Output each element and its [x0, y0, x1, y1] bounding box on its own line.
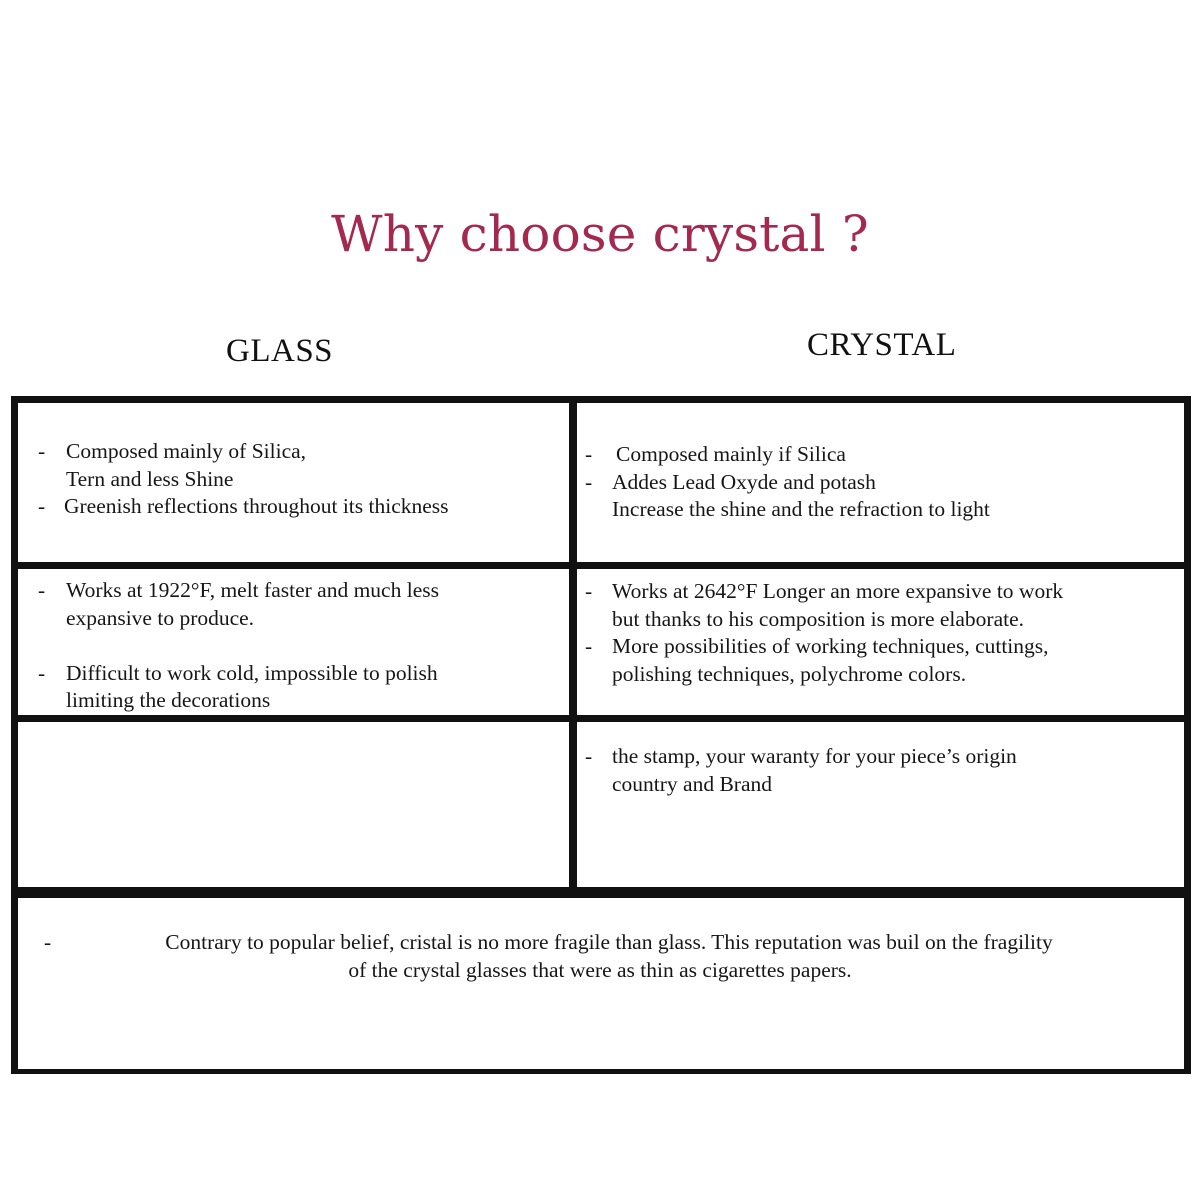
list-item: but thanks to his composition is more elaborate. [612, 606, 1025, 631]
list-item: polishing techniques, polychrome colors. [612, 661, 967, 686]
list-item: Tern and less Shine [66, 466, 234, 491]
column-divider [569, 396, 577, 894]
table-cell-crystal-row-3 [585, 743, 1017, 798]
list-item: - the stamp, your waranty for your piece’s origin [585, 744, 1017, 768]
page-title: Why choose crystal ? [331, 205, 869, 263]
list-item: - Works at 2642°F Longer an more expansive to work [585, 579, 1064, 603]
row-divider [11, 887, 1191, 898]
table-cell-glass-row-1 [38, 438, 449, 521]
list-item: expansive to produce. [66, 605, 255, 630]
list-item: limiting the decorations [66, 688, 271, 712]
table-cell-crystal-row-1 [585, 441, 990, 524]
list-item: Increase the shine and the refraction to light [612, 497, 990, 521]
table-cell-glass-row-2 [38, 577, 439, 715]
footer-note [20, 929, 1180, 984]
list-item: - Composed mainly of Silica, [38, 439, 307, 463]
row-divider [11, 562, 1191, 569]
list-item: - More possibilities of working techniques, cuttings, [585, 634, 1049, 658]
list-item: - Difficult to work cold, impossible to polish [38, 660, 438, 685]
column-header-glass: GLASS [226, 333, 334, 369]
column-header-crystal: CRYSTAL [807, 327, 957, 363]
list-item: - Addes Lead Oxyde and potash [585, 469, 876, 494]
table-cell-crystal-row-2 [585, 578, 1063, 688]
footer-line-1: Contrary to popular belief, cristal is no more fragile than glass. This reputation was buil on the fragility [165, 930, 1053, 954]
list-item [38, 632, 439, 660]
footer-dash: - [44, 930, 52, 954]
footer-line-2: of the crystal glasses that were as thin as cigarettes papers. [348, 957, 852, 982]
row-divider [11, 715, 1191, 722]
list-item: - Greenish reflections throughout its thickness [38, 494, 449, 518]
list-item: - Composed mainly if Silica [585, 442, 846, 466]
list-item: - Works at 1922°F, melt faster and much less [38, 578, 439, 602]
list-item: country and Brand [612, 771, 773, 796]
